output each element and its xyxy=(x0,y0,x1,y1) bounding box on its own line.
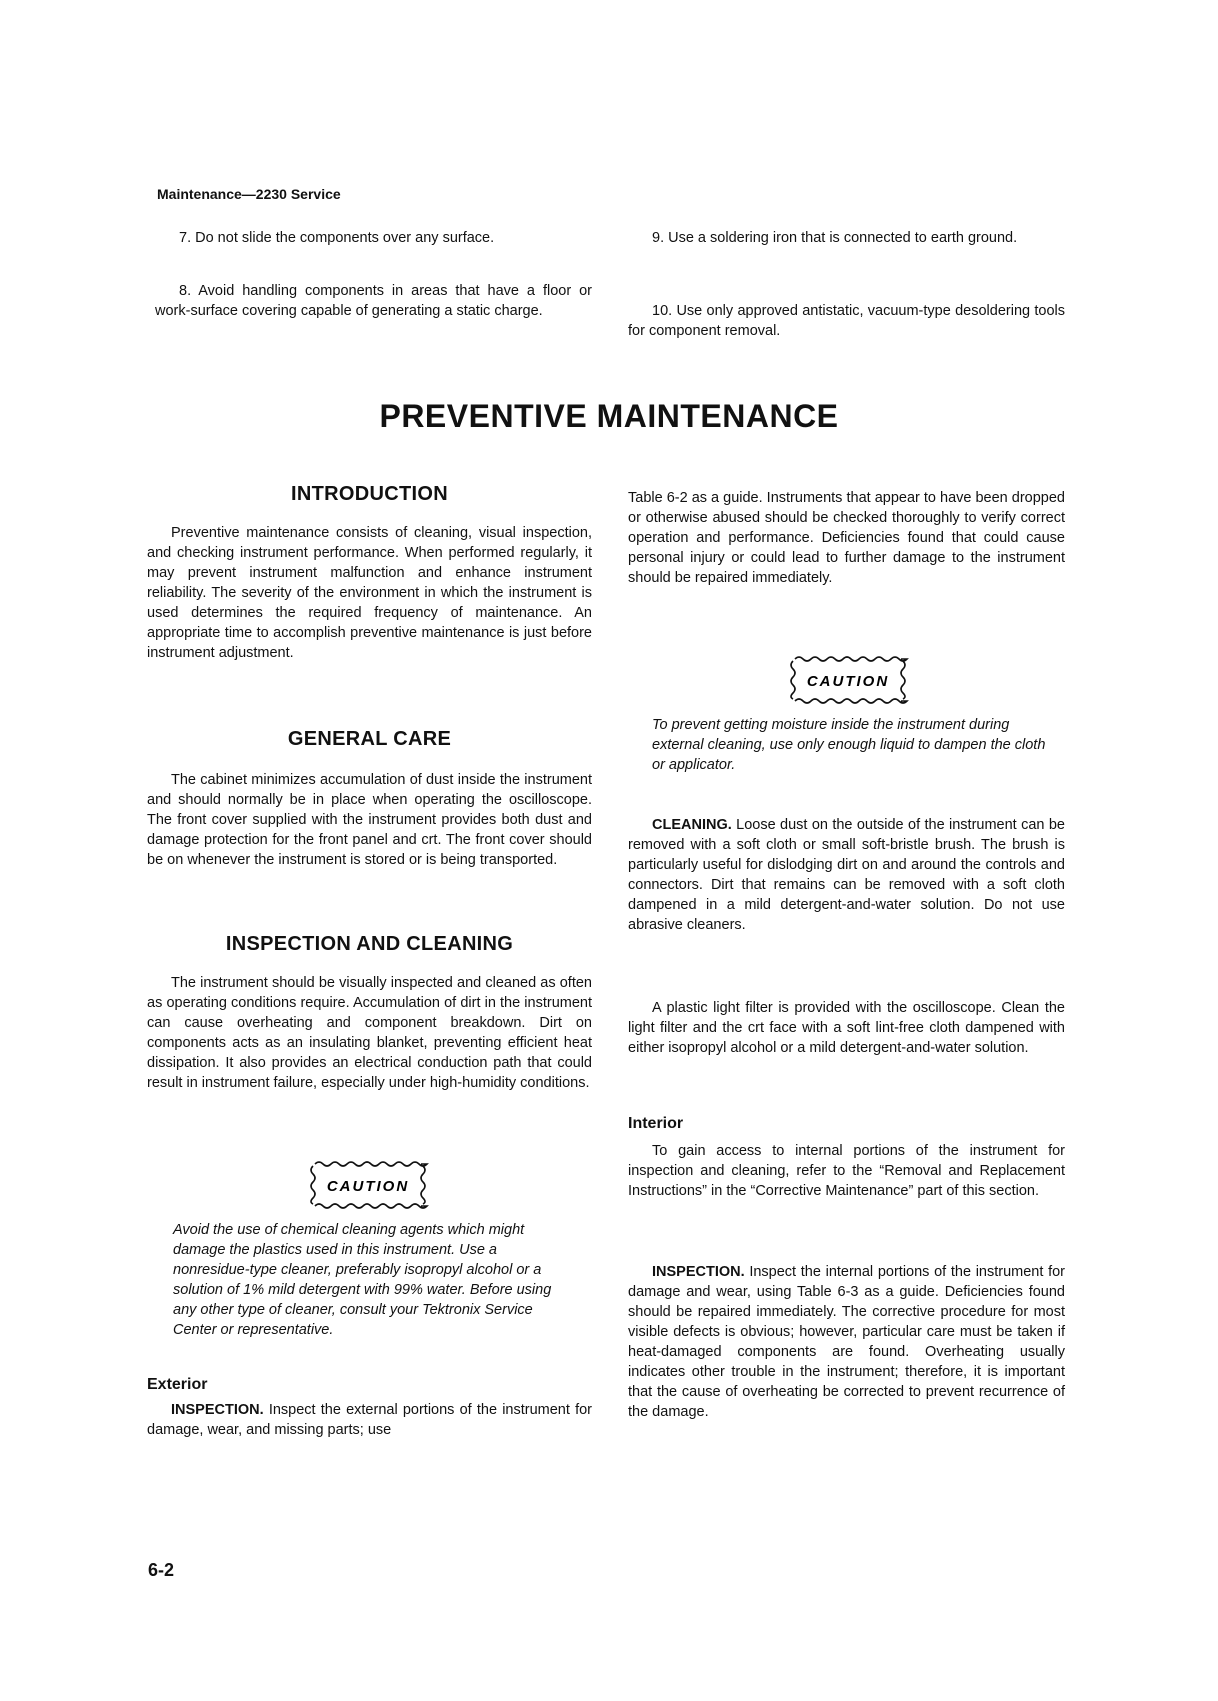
exterior-inspection-text: Inspect the external portions of the instrument for damage, wear, and missing parts; use xyxy=(147,1402,592,1438)
cleaning-text: Loose dust on the outside of the instrument can be removed with a soft cloth or small soft-bristle brush. The brush is particularly useful for dislodging dirt on and around the controls and connectors. Dirt that remains can be removed with a soft cloth dampened in a mild detergent-and-water solution. Do not use abrasive cleaners. xyxy=(628,817,1065,933)
interior-inspection-text: Inspect the internal portions of the instrument for damage and wear, using Table 6-3 as a guide. Deficiencies found should be repaired immediately. The corrective procedure for most visible defects is obvious; however, particular care must be taken if heat-damaged components are found. Overheating usually indicates other trouble in the instrument; therefore, it is important that the cause of overheating be corrected to prevent recurrence of the damage. xyxy=(628,1264,1065,1420)
list-item-7: 7. Do not slide the components over any surface. xyxy=(179,230,495,246)
running-head: Maintenance—2230 Service xyxy=(157,186,341,202)
caution-wavy-border xyxy=(305,1158,431,1212)
caution-box-left xyxy=(305,1158,431,1212)
cleaning-label: CLEANING. xyxy=(652,817,732,833)
list-item-10: 10. Use only approved antistatic, vacuum-type desoldering tools for component removal. xyxy=(628,303,1065,339)
caution-wavy-border xyxy=(785,653,911,707)
exterior-inspection xyxy=(147,1400,592,1440)
introduction-body: Preventive maintenance consists of cleaning, visual inspection, and checking instrument performance. When performed regularly, it may prevent instrument malfunction and enhance instrument reliability. The severity of the environment in which the instrument is used determines the required frequency of maintenance. An appropriate time to accomplish preventive maintenance is just before instrument adjustment. xyxy=(147,525,592,661)
caution-text-left: Avoid the use of chemical cleaning agents which might damage the plastics used in this instrument. Use a nonresidue-type cleaner, preferably isopropyl alcohol or a solution of 1% mild detergent with 99% water. Before using any other type of cleaner, consult your Tektronix Service Center or representative. xyxy=(173,1222,552,1338)
caution-label-right: CAUTION xyxy=(806,673,890,690)
interior-heading: Interior xyxy=(628,1115,684,1132)
caution-box-right xyxy=(785,653,911,707)
interior-body: To gain access to internal portions of the instrument for inspection and cleaning, refer to the “Removal and Replacement Instructions” in the “Corrective Maintenance” part of this section. xyxy=(628,1143,1065,1199)
exterior-heading: Exterior xyxy=(147,1376,208,1393)
general-care-heading: GENERAL CARE xyxy=(287,728,452,750)
exterior-continued: Table 6-2 as a guide. Instruments that appear to have been dropped or otherwise abused should be checked thoroughly to verify correct operation and performance. Deficiencies found that could cause personal injury or could lead to further damage to the instrument should be repaired immediately. xyxy=(628,490,1065,586)
page-title: PREVENTIVE MAINTENANCE xyxy=(379,398,839,434)
light-filter-paragraph: A plastic light filter is provided with the oscilloscope. Clean the light filter and the crt face with a soft lint-free cloth dampened with either isopropyl alcohol or a mild detergent-and-water solution. xyxy=(628,1000,1065,1056)
interior-inspection xyxy=(628,1262,1065,1422)
introduction-heading: INTRODUCTION xyxy=(291,483,448,505)
caution-label-left: CAUTION xyxy=(326,1178,410,1195)
list-item-9: 9. Use a soldering iron that is connected to earth ground. xyxy=(652,230,1018,246)
caution-text-right: To prevent getting moisture inside the instrument during external cleaning, use only enough liquid to dampen the cloth or applicator. xyxy=(652,717,1046,773)
cleaning-paragraph xyxy=(628,815,1065,935)
inspection-cleaning-heading: INSPECTION AND CLEANING xyxy=(225,933,514,955)
list-item-8: 8. Avoid handling components in areas that have a floor or work-surface covering capable of generating a static charge. xyxy=(155,283,592,319)
page-number: 6-2 xyxy=(148,1560,175,1580)
inspection-cleaning-body: The instrument should be visually inspected and cleaned as often as operating conditions require. Accumulation of dirt in the instrument can cause overheating and component breakdown. Dirt on components acts as an insulating blanket, preventing efficient heat dissipation. It also provides an electrical conduction path that could result in instrument failure, especially under high-humidity conditions. xyxy=(147,975,592,1091)
interior-inspection-label: INSPECTION. xyxy=(652,1264,745,1280)
exterior-inspection-label: INSPECTION. xyxy=(171,1402,264,1418)
general-care-body: The cabinet minimizes accumulation of dust inside the instrument and should normally be in place when operating the oscilloscope. The front cover supplied with the instrument provides both dust and damage protection for the front panel and crt. The front cover should be on whenever the instrument is stored or is being transported. xyxy=(147,772,592,868)
